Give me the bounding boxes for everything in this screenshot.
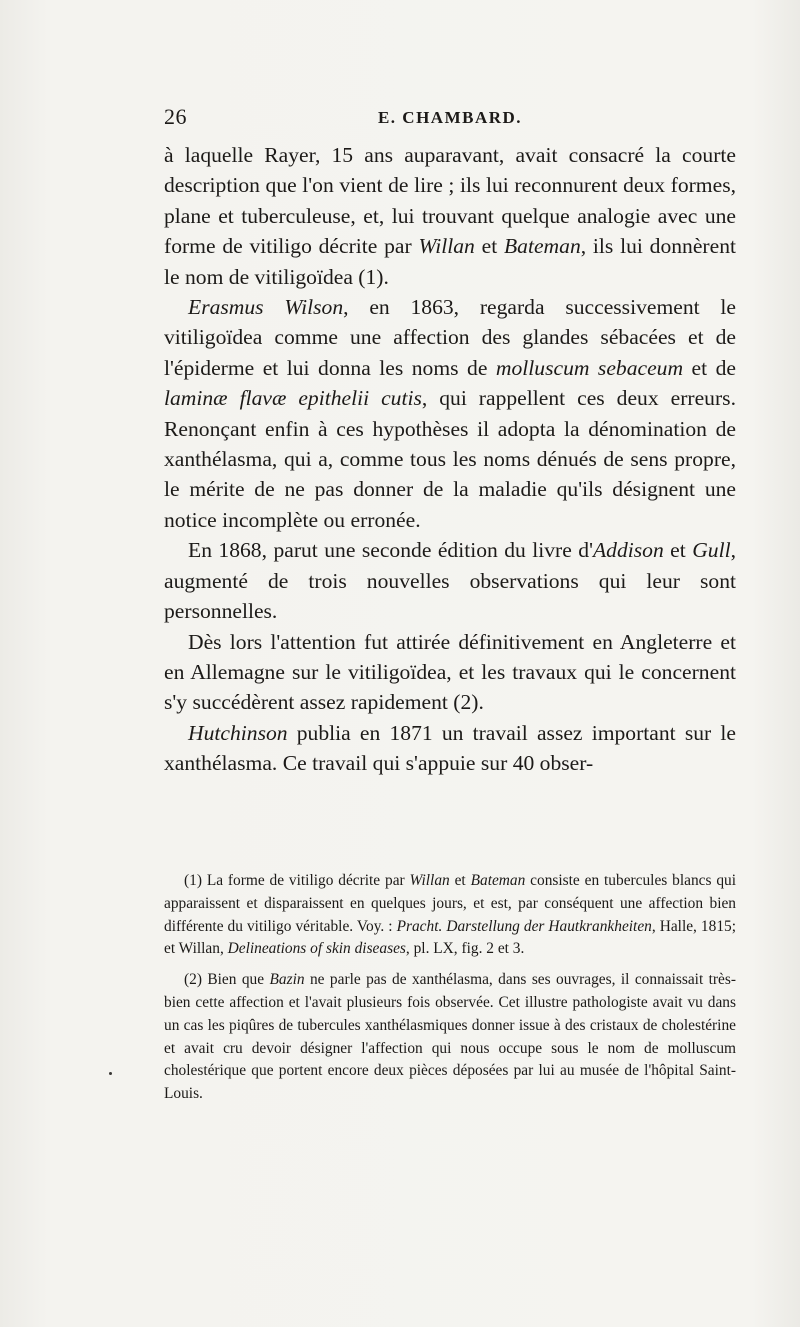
- body-text: [164, 140, 736, 779]
- paragraph-5: Hutchinson publia en 1871 un travail assez important sur le xanthélasma. Ce travail qui s'appuie sur 40 obser-: [164, 720, 736, 776]
- footnote-2: (2) Bien que Bazin ne parle pas de xanthélasma, dans ses ouvrages, il connaissait très-bien cette affection et l'avait plusieurs fois observée. Cet illustre pathologiste avait vu dans un cas les piqûres de tubercules xanthélasmiques donner issue à des cristaux de cholestérine et avait cru devoir désigner l'affection qui nous occupe sous le nom de molluscum cholestérique que portent encore deux pièces déposées par lui au musée de l'hôpital Saint-Louis.: [164, 971, 736, 1103]
- margin-ink-dot: [109, 1072, 112, 1075]
- footnote-1: (1) La forme de vitiligo décrite par Willan et Bateman consiste en tubercules blancs qui apparaissent et disparaissent en quelques jours, et est, par conséquent une affection bien différente du vitiligo véritable. Voy. : Pracht. Darstellung der Hautkrankheiten, Halle, 1815; et Willan, Delineations of skin diseases, pl. LX, fig. 2 et 3.: [164, 872, 736, 958]
- page-header: [164, 104, 736, 134]
- paragraph-2: Erasmus Wilson, en 1863, regarda successivement le vitiligoïdea comme une affection des glandes sébacées et de l'épiderme et lui donna les noms de molluscum sebaceum et de laminæ flavæ epithelii cutis, qui rappellent ces deux erreurs. Renonçant enfin à ces hypothèses il adopta la dénomination de xanthélasma, qui a, comme tous les noms dénués de sens propre, le mérite de ne pas donner de la maladie qu'ils désignent une notice incomplète ou erronée.: [164, 295, 736, 532]
- footnotes: [164, 870, 736, 1114]
- running-head: E. CHAMBARD.: [377, 108, 523, 127]
- paragraph-4: Dès lors l'attention fut attirée définitivement en Angleterre et en Allemagne sur le vitiligoïdea, et les travaux qui le concernent s'y succédèrent assez rapidement (2).: [164, 629, 736, 715]
- paragraph-1: à laquelle Rayer, 15 ans auparavant, avait consacré la courte description que l'on vient de lire ; ils lui reconnurent deux formes, plane et tuberculeuse, et, lui trouvant quelque analogie avec une forme de vitiligo décrite par Willan et Bateman, ils lui donnèrent le nom de vitiligoïdea (1).: [164, 143, 736, 289]
- paragraph-3: En 1868, parut une seconde édition du livre d'Addison et Gull, augmenté de trois nouvelles observations qui leur sont personnelles.: [164, 538, 736, 624]
- page-number: 26: [164, 104, 187, 129]
